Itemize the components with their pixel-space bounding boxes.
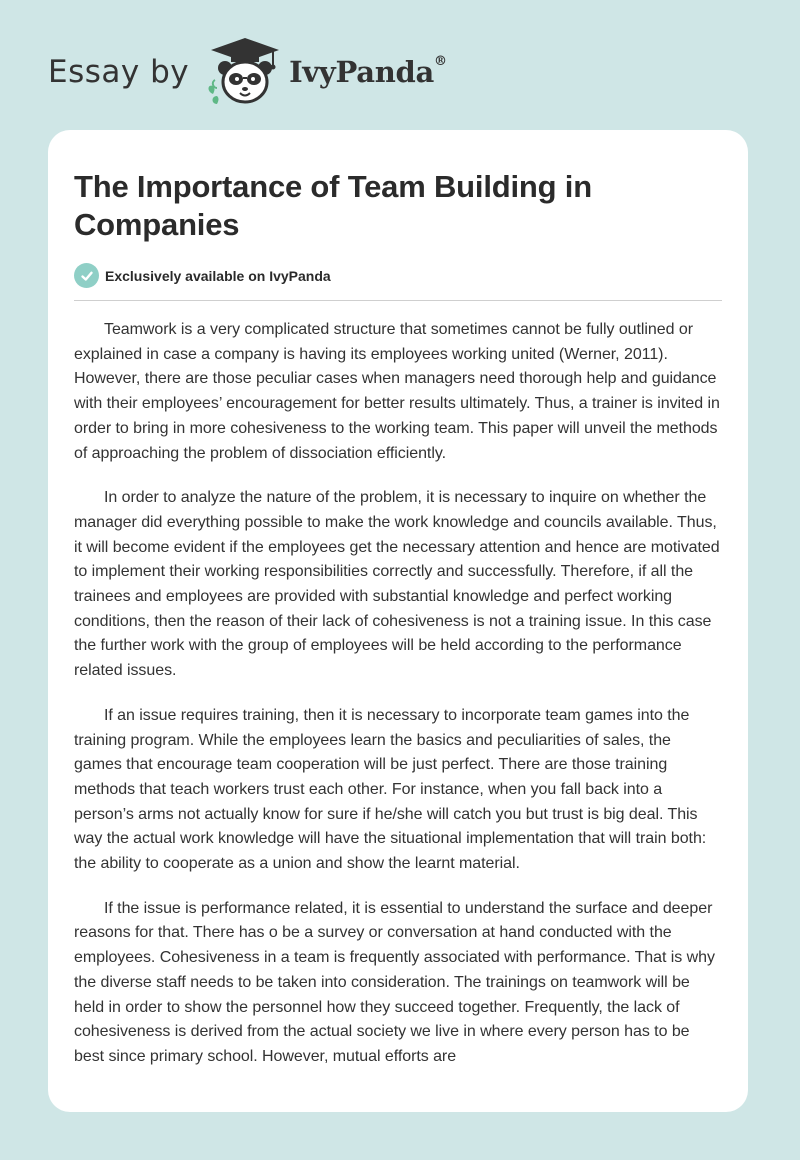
essay-paragraph: Teamwork is a very complicated structure that sometimes cannot be fully outlined or explained in case a company is having its employees working united (Werner, 2011). However, there are those peculiar cases when managers need thorough help and guidance with their employees’ encouragement for better results ultimately. Thus, a trainer is invited in order to bring in more cohesiveness to the working team. This paper will unveil the methods of approaching the problem of dissociation efficiently. bbox=[74, 321, 720, 462]
brand-text: IvyPanda bbox=[289, 55, 434, 89]
exclusive-badge bbox=[74, 263, 722, 301]
site-header bbox=[48, 36, 447, 108]
trademark-symbol: ® bbox=[433, 54, 447, 70]
ivypanda-logo-icon[interactable] bbox=[203, 36, 287, 108]
essay-title: The Importance of Team Building in Companies bbox=[74, 169, 592, 242]
essay-by-label: Essay by bbox=[48, 54, 190, 90]
essay-paragraph: If the issue is performance related, it is essential to understand the surface and deeper reasons for that. There has o be a survey or conversation at hand conducted with the employees. Cohesiveness in a team is frequently associated with performance. That is why the diverse staff needs to be taken into consideration. The trainings on teamwork will be held in order to show the personnel how they succeed together. Frequently, the lack of cohesiveness is derived from the actual society we live in where every person has to be best since primary school. However, mutual efforts are bbox=[74, 899, 715, 1065]
essay-card bbox=[48, 130, 748, 1112]
essay-paragraph: In order to analyze the nature of the problem, it is necessary to inquire on whether the manager did everything possible to make the work knowledge and councils available. Thus, it will become evident if the employees get the necessary attention and hence are motivated to implement their working responsibilities correctly and successfully. Therefore, if all the trainees and employees are provided with substantial knowledge and perfect working conditions, then the reason of their lack of cohesiveness is not a training issue. In this case the further work with the group of employees will be held according to the performance related issues. bbox=[74, 489, 720, 680]
brand-name[interactable] bbox=[289, 55, 447, 89]
check-icon bbox=[74, 263, 99, 288]
essay-paragraph: If an issue requires training, then it is necessary to incorporate team games into the training program. While the employees learn the basics and peculiarities of sales, the games that encourage team cooperation will be just perfect. There are those training methods that teach workers trust each other. For instance, when you fall back into a person’s arms not actually know for sure if he/she will catch you but trust is big deal. This way the actual work knowledge will have the situational implementation that will train both: the ability to cooperate as a union and show the learnt material. bbox=[74, 706, 707, 873]
exclusive-badge-text: Exclusively available on IvyPanda bbox=[105, 267, 331, 284]
essay-body bbox=[74, 318, 722, 1070]
